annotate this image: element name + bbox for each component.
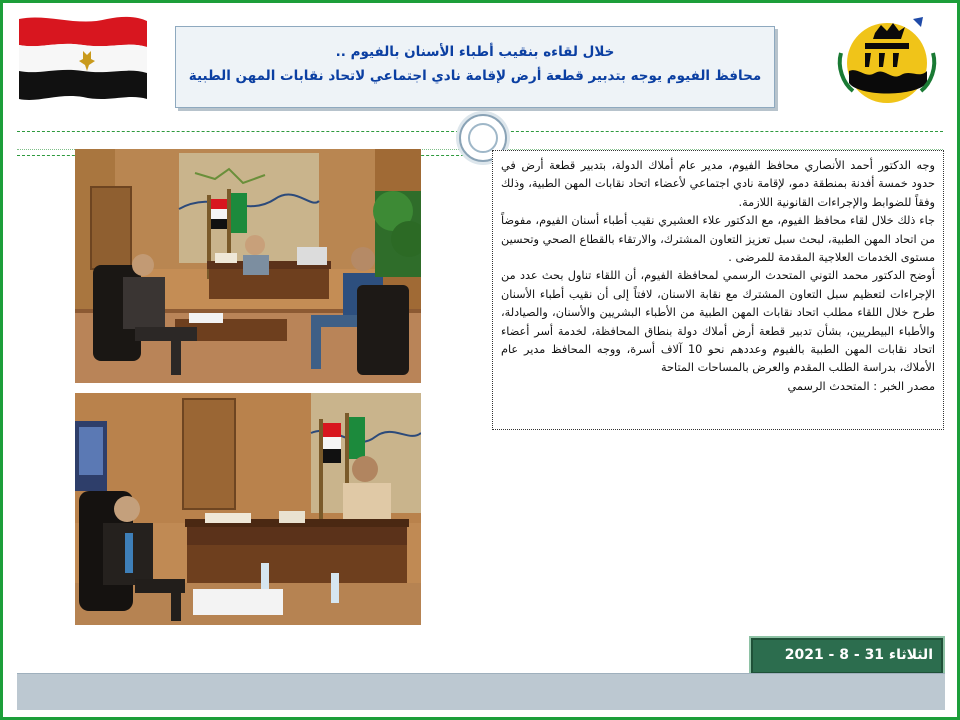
- news-source-line: مصدر الخبر : المتحدث الرسمي: [787, 379, 935, 393]
- footer-band: [17, 673, 945, 710]
- meeting-photo-1: [75, 149, 421, 383]
- fayoum-governorate-logo-icon: [835, 13, 939, 107]
- article-paragraph-3: أوضح الدكتور محمد التوني المتحدث الرسمي لمحافظة الفيوم، أن اللقاء تناول بحث عدد من الإجراءات لتعظيم سبل التعاون المشترك مع نقابة الاسنان، لافتاً إلى أن نقيب أطباء الأسنان طرح خلال اللقاء مطلب اتحاد نقابات المهن الطبية من الأطباء البشريين والأسنان، والصيادلة، والأطباء البيطريين، بشأن تدبير قطعة أرض أملاك دولة بنطاق المحافظة، لخدمة أسر أعضاء اتحاد نقابات المهن الطبية بالفيوم وعددهم نحو 10 آلاف أسرة، ووجه المحافظ مدير عام الأملاك، بدراسة الطلب المقدم والعرض بالمساحات المتاحة: [501, 269, 935, 375]
- headline-box: [175, 26, 775, 108]
- date-text: الثلاثاء 31 - 8 - 2021: [784, 647, 933, 663]
- date-badge: [749, 636, 945, 676]
- page: [3, 3, 957, 717]
- article-paragraph-1: وجه الدكتور أحمد الأنصاري محافظ الفيوم، مدير عام أملاك الدولة، بتدبير قطعة أرض في حدود خمسة أفدنة بمنطقة دمو، لإقامة نادي اجتماعي لأعضاء اتحاد نقابات المهن الطبية، وذلك وفقاً للضوابط والإجراءات القانونية اللازمة.: [501, 159, 935, 209]
- circle-divider-inner: [468, 123, 498, 153]
- headline-line-2: محافظ الفيوم يوجه بتدبير قطعة أرض لإقامة نادي اجتماعي لاتحاد نقابات المهن الطبية: [188, 68, 762, 84]
- meeting-photo-2: [75, 393, 421, 625]
- egypt-flag-icon: [17, 13, 149, 105]
- headline-line-1: خلال لقاءه بنقيب أطباء الأسنان بالفيوم ..: [335, 44, 615, 60]
- article-paragraph-2: جاء ذلك خلال لقاء محافظ الفيوم، مع الدكتور علاء العشيري نقيب أطباء أسنان الفيوم، مفوضاً من اتحاد المهن الطبية، لبحث سبل تعزيز التعاون المشترك، والارتقاء بالقطاع الصحي وتحسين مستوى الخدمات العلاجية المقدمة للمرضى .: [501, 214, 935, 265]
- article-textbox: [492, 150, 944, 430]
